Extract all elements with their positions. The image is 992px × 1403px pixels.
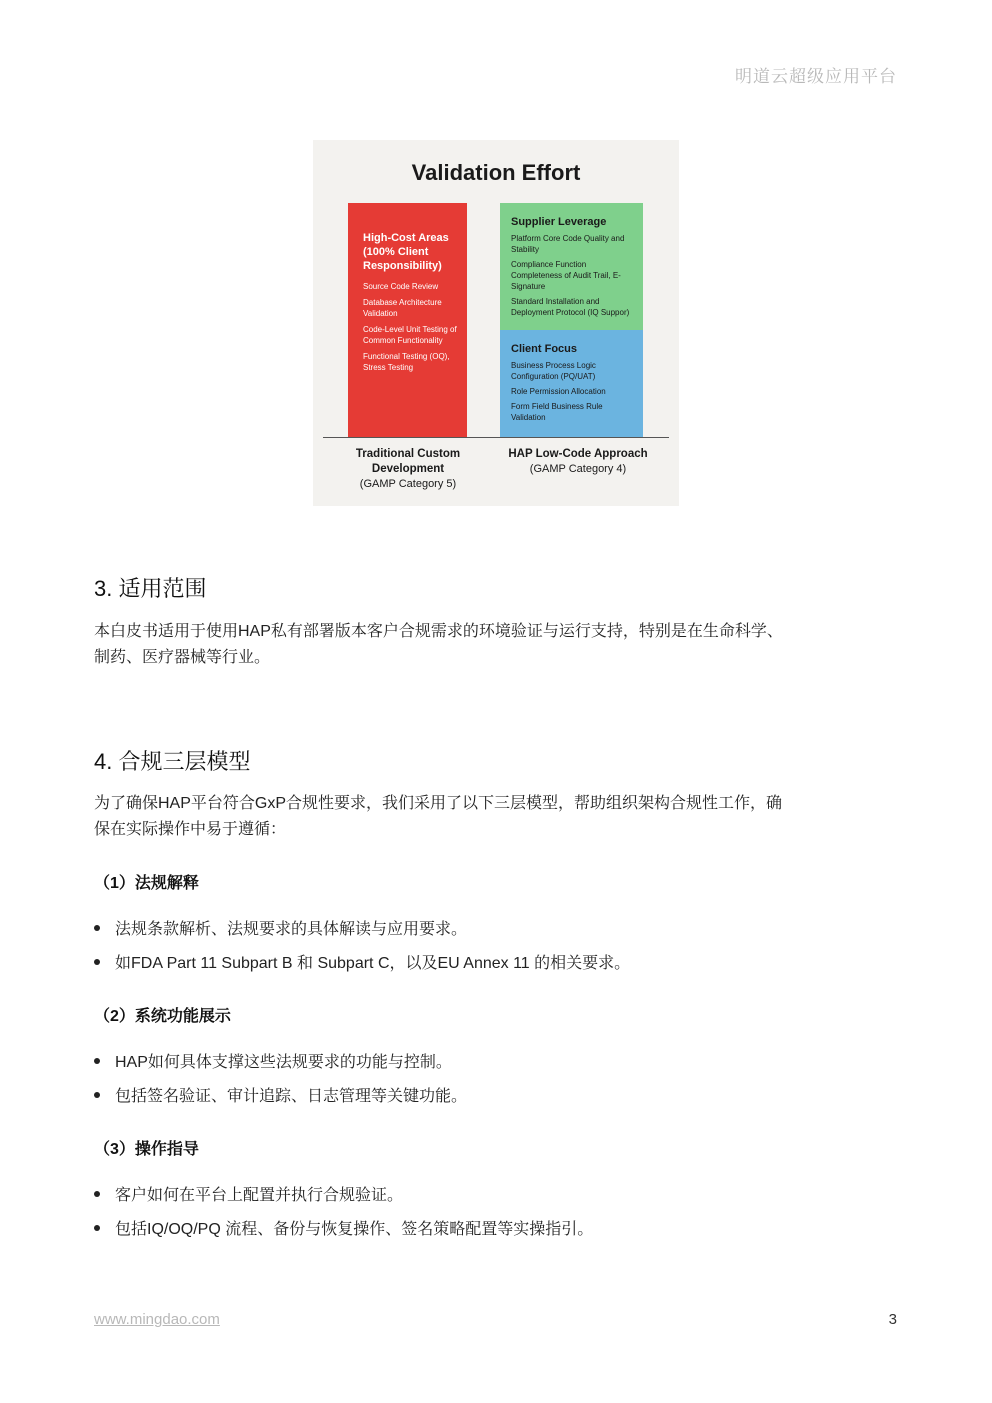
section3-para <box>94 619 894 671</box>
sub2-title: （2）系统功能展示 <box>94 1008 231 1025</box>
client-item: Business Process Logic Configuration (PQ/UAT) <box>511 361 596 381</box>
client-focus-box <box>500 330 643 437</box>
supplier-item: Standard Installation and Deployment Protocol (IQ Suppor) <box>511 297 630 317</box>
bullet-text: 法规条款解析、法规要求的具体解读与应用要求。 <box>115 921 468 938</box>
supplier-item: Platform Core Code Quality and Stability <box>511 234 625 254</box>
list-item <box>94 953 630 975</box>
bullet-dot <box>94 1191 100 1197</box>
traditional-heading: High-Cost Areas (100% Client Responsibility) <box>363 232 449 272</box>
list-item <box>94 1052 452 1074</box>
bullet-text: 包括签名验证、审计追踪、日志管理等关键功能。 <box>115 1088 468 1105</box>
hap-caption <box>498 447 658 477</box>
traditional-caption-title: Traditional Custom Development <box>355 448 461 475</box>
client-heading: Client Focus <box>511 343 578 355</box>
section4-para-line: 保在实际操作中易于遵循： <box>94 821 287 838</box>
figure-title: Validation Effort <box>411 160 581 185</box>
sub1-title: （1）法规解释 <box>94 875 199 892</box>
traditional-column <box>348 203 467 437</box>
bullet-dot <box>94 959 100 965</box>
header-brand: 明道云超级应用平台 <box>735 67 897 86</box>
list-item <box>94 1185 403 1207</box>
traditional-item: Code-Level Unit Testing of Common Functionality <box>363 325 457 345</box>
bullet-text: 客户如何在平台上配置并执行合规验证。 <box>115 1187 404 1204</box>
hap-caption-sub: (GAMP Category 4) <box>529 463 627 475</box>
traditional-item: Database Architecture Validation <box>363 298 442 318</box>
supplier-item: Compliance Function Completeness of Audit Trail, E-Signature <box>511 260 621 291</box>
traditional-caption-sub: (GAMP Category 5) <box>359 478 457 490</box>
list-item <box>94 1086 467 1108</box>
supplier-heading: Supplier Leverage <box>511 216 607 228</box>
hap-caption-title: HAP Low-Code Approach <box>508 448 648 460</box>
client-item: Role Permission Allocation <box>511 387 606 396</box>
bullet-dot <box>94 925 100 931</box>
bullet-dot <box>94 1092 100 1098</box>
bullet-dot <box>94 1058 100 1064</box>
bullet-text: 如FDA Part 11 Subpart B 和 Subpart C，以及EU Annex 11 的相关要求。 <box>115 955 631 972</box>
section3-para-line: 本白皮书适用于使用HAP私有部署版本客户合规需求的环境验证与运行支持，特别是在生命科学、 <box>94 623 783 640</box>
section4-para <box>94 791 894 843</box>
section4-para-line: 为了确保HAP平台符合GxP合规性要求，我们采用了以下三层模型，帮助组织架构合规性工作，确 <box>94 795 783 812</box>
traditional-item: Functional Testing (OQ), Stress Testing <box>363 352 450 372</box>
list-item <box>94 919 467 941</box>
bullet-text: 包括IQ/OQ/PQ 流程、备份与恢复操作、签名策略配置等实操指引。 <box>115 1221 594 1238</box>
section3-para-line: 制药、医疗器械等行业。 <box>94 649 271 666</box>
traditional-caption <box>338 447 478 492</box>
section3-title: 3. 适用范围 <box>94 576 207 601</box>
sub3-title: （3）操作指导 <box>94 1141 199 1158</box>
figure-baseline <box>323 437 669 438</box>
footer-url-link[interactable]: www.mingdao.com <box>94 1311 220 1328</box>
bullet-dot <box>94 1225 100 1231</box>
client-item: Form Field Business Rule Validation <box>511 402 603 422</box>
supplier-leverage-box <box>500 203 643 330</box>
traditional-item: Source Code Review <box>363 282 439 291</box>
list-item <box>94 1219 593 1241</box>
bullet-text: HAP如何具体支撑这些法规要求的功能与控制。 <box>115 1054 452 1071</box>
section4-title: 4. 合规三层模型 <box>94 749 251 774</box>
validation-effort-figure <box>313 140 679 506</box>
page-number: 3 <box>888 1311 897 1328</box>
